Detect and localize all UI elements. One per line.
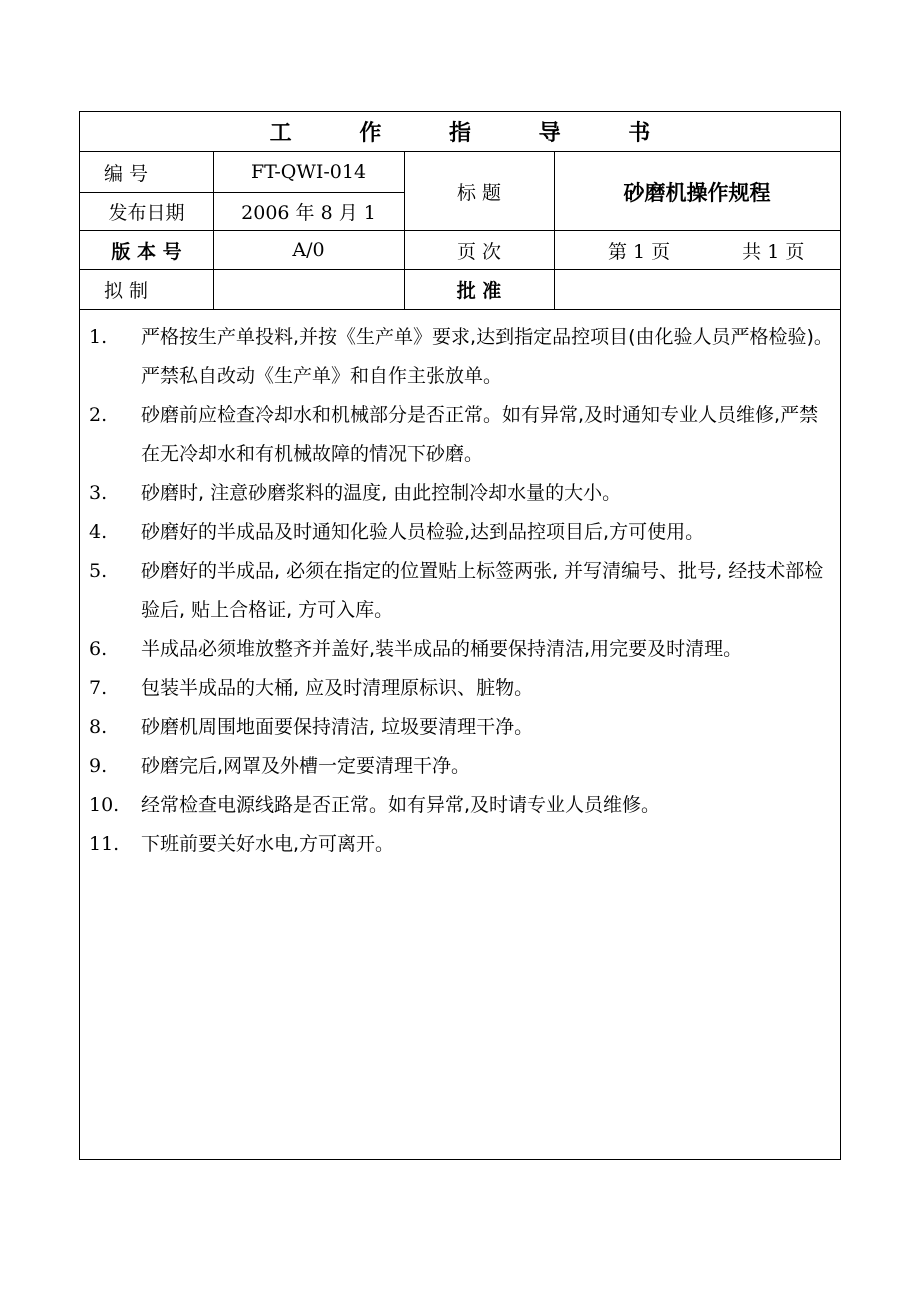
instruction-number: 11. [89,833,120,855]
instruction-number: 1. [89,326,108,348]
instruction-item [80,513,840,552]
instruction-item [80,552,840,630]
signoff-row [80,270,840,310]
instruction-text: 经常检查电源线路是否正常。如有异常,及时请专业人员维修。 [141,794,661,816]
date-label: 发布日期 [108,201,185,224]
grid-line [213,152,214,310]
instruction-item [80,396,840,474]
version-label: 版 本 号 [111,240,182,263]
grid-line [554,152,555,310]
instruction-number: 5. [89,560,108,582]
page-label: 页 次 [456,240,502,263]
approved-value [554,270,840,309]
instruction-item [80,318,840,396]
instruction-item [80,708,840,747]
grid-line [404,152,405,310]
number-label-text: 编 号 [104,162,149,185]
instruction-list [80,318,840,864]
instruction-item [80,786,840,825]
page-value [554,231,840,269]
page-total: 共 1 页 [742,240,805,263]
instruction-text: 下班前要关好水电,方可离开。 [141,833,395,855]
instruction-number: 3. [89,482,108,504]
version-row [80,231,840,270]
instruction-text: 半成品必须堆放整齐并盖好,装半成品的桶要保持清洁,用完要及时清理。 [141,638,743,660]
number-label [80,152,213,192]
drafted-value [213,270,404,309]
instruction-item [80,747,840,786]
document-heading: 工 作 指 导 书 [269,120,681,146]
instruction-number: 2. [89,404,108,426]
instruction-text: 砂磨机周围地面要保持清洁, 垃圾要清理干净。 [141,716,534,738]
instruction-number: 6. [89,638,108,660]
instruction-number: 9. [89,755,108,777]
instruction-number: 10. [89,794,120,816]
instruction-text: 砂磨完后,网罩及外槽一定要清理干净。 [141,755,471,777]
instruction-text: 砂磨好的半成品, 必须在指定的位置贴上标签两张, 并写清编号、批号, 经技术部检验后, 贴上合格证, 方可入库。 [141,560,824,621]
work-instruction-document [79,111,841,1160]
approved-label: 批 准 [456,280,502,302]
version-value: A/0 [292,239,325,261]
page-current: 第 1 页 [608,240,671,263]
instruction-item [80,474,840,513]
instruction-item [80,669,840,708]
drafted-label [80,270,213,309]
instruction-text: 严格按生产单投料,并按《生产单》要求,达到指定品控项目(由化验人员严格检验)。严禁私自改动《生产单》和自作主张放单。 [141,326,833,387]
number-value: FT-QWI-014 [250,161,367,183]
instruction-number: 8. [89,716,108,738]
instruction-text: 包装半成品的大桶, 应及时清理原标识、脏物。 [141,677,534,699]
instruction-text: 砂磨好的半成品及时通知化验人员检验,达到品控项目后,方可使用。 [141,521,705,543]
instruction-text: 砂磨前应检查冷却水和机械部分是否正常。如有异常,及时通知专业人员维修,严禁在无冷却水和有机械故障的情况下砂磨。 [141,404,819,465]
title-row [80,112,840,152]
instruction-item [80,630,840,669]
date-value: 2006 年 8 月 1 [241,201,376,224]
instruction-number: 7. [89,677,108,699]
drafted-label-text: 拟 制 [104,280,149,302]
instruction-number: 4. [89,521,108,543]
instruction-item [80,825,840,864]
instruction-text: 砂磨时, 注意砂磨浆料的温度, 由此控制冷却水量的大小。 [141,482,622,504]
subject-value: 砂磨机操作规程 [623,180,771,205]
subject-label: 标 题 [456,182,502,204]
